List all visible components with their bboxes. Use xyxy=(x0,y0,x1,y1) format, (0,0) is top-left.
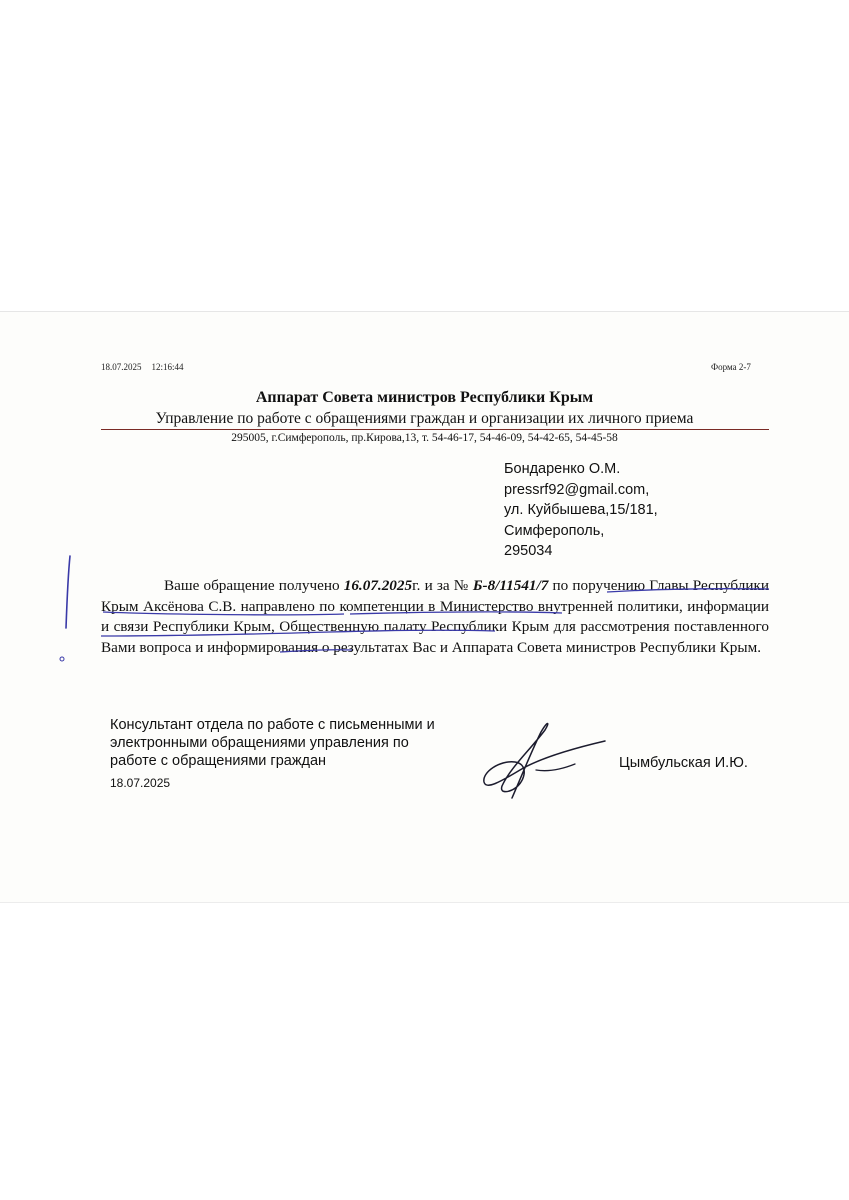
received-date: 16.07.2025 xyxy=(343,577,413,594)
print-time: 12:16:44 xyxy=(151,362,184,372)
registration-number: Б-8/11541/7 xyxy=(472,577,549,594)
body-rest: по поручению Главы Республики Крым Аксёнова С.В. направлено по компетенции в Министерство внутренней политики, информации и связи Республики Крым, Общественную палату Республики Крым для рассмотрения поставленного Вами вопроса и информирования о результатах Вас и Аппарата Совета министров Республики Крым. xyxy=(101,577,769,656)
organization-title: Аппарат Совета министров Республики Крым xyxy=(255,389,594,406)
signatory-line-1: Консультант отдела по работе с письменными и xyxy=(110,717,435,733)
letter-body xyxy=(101,576,769,658)
body-mid: г. и за № xyxy=(412,577,473,594)
recipient-block xyxy=(504,459,658,562)
department-name: Управление по работе с обращениями граждан и организации их личного приема xyxy=(155,410,694,427)
signatory-line-2: электронными обращениями управления по xyxy=(110,735,409,751)
header-rule xyxy=(101,429,769,430)
signatory-line-3: работе с обращениями граждан xyxy=(110,753,327,769)
signature-date: 18.07.2025 xyxy=(110,776,171,790)
body-intro: Ваше обращение получено xyxy=(164,577,344,594)
recipient-email: pressrf92@gmail.com, xyxy=(504,481,650,498)
recipient-street: ул. Куйбышева,15/181, xyxy=(504,502,658,518)
signatory-position xyxy=(110,716,435,770)
recipient-postcode: 295034 xyxy=(504,543,553,559)
recipient-city: Симферополь, xyxy=(504,522,605,539)
recipient-name: Бондаренко О.М. xyxy=(504,461,621,477)
form-code: Форма 2-7 xyxy=(711,362,751,372)
print-timestamp xyxy=(101,362,184,372)
organization-address: 295005, г.Симферополь, пр.Кирова,13, т. 54-46-17, 54-46-09, 54-42-65, 54-45-58 xyxy=(231,432,618,444)
signatory-name: Цымбульская И.Ю. xyxy=(619,755,748,771)
print-date: 18.07.2025 xyxy=(101,362,142,372)
